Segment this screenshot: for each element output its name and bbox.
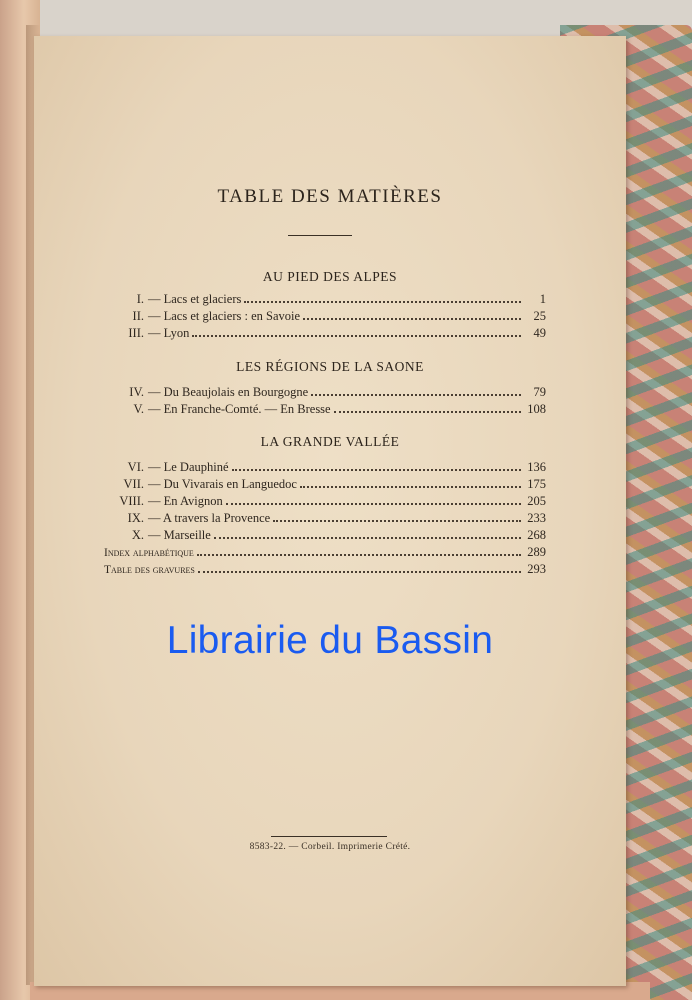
chapter-title: — En Avignon bbox=[148, 494, 223, 508]
chapter-title: — En Franche-Comté. — En Bresse bbox=[148, 402, 331, 416]
page-number: 268 bbox=[527, 528, 546, 542]
page-number: 205 bbox=[527, 494, 546, 508]
page-number: 175 bbox=[527, 477, 546, 491]
dot-leader bbox=[244, 292, 521, 303]
page-number: 25 bbox=[533, 309, 546, 323]
section-heading-3: LA GRANDE VALLÉE bbox=[260, 434, 400, 449]
chapter-number: II. bbox=[132, 309, 144, 323]
chapter-title: — Marseille bbox=[148, 528, 211, 542]
page-number: 1 bbox=[539, 292, 546, 306]
chapter-number: VIII. bbox=[119, 494, 144, 508]
dot-leader bbox=[232, 460, 521, 471]
chapter-title: — Du Beaujolais en Bourgogne bbox=[148, 385, 309, 399]
printer-imprint: 8583-22. — Corbeil. Imprimerie Crété. bbox=[249, 842, 411, 852]
chapter-title: — Lacs et glaciers : en Savoie bbox=[148, 309, 301, 323]
chapter-title: — Le Dauphiné bbox=[148, 460, 229, 474]
toc-entry bbox=[104, 326, 546, 342]
chapter-number: I. bbox=[136, 292, 144, 306]
dot-leader bbox=[311, 385, 521, 396]
title-rule bbox=[288, 235, 352, 236]
toc-entry bbox=[104, 460, 546, 476]
toc-entry bbox=[104, 292, 546, 308]
toc-entry-engravings bbox=[104, 562, 546, 578]
footer-rule bbox=[271, 836, 387, 837]
chapter-number: VI. bbox=[127, 460, 144, 474]
chapter-title: — A travers la Provence bbox=[148, 511, 271, 525]
dot-leader bbox=[300, 477, 521, 488]
dot-leader bbox=[303, 309, 521, 320]
book-page bbox=[34, 36, 626, 986]
page-number: 136 bbox=[527, 460, 546, 474]
toc-entry bbox=[104, 309, 546, 325]
chapter-number: V. bbox=[133, 402, 144, 416]
chapter-title: — Du Vivarais en Languedoc bbox=[148, 477, 297, 491]
chapter-number: IV. bbox=[129, 385, 144, 399]
toc-entry bbox=[104, 511, 546, 527]
engravings-label: Table des gravures bbox=[104, 564, 195, 576]
toc-entry-index bbox=[104, 545, 546, 561]
chapter-number: III. bbox=[128, 326, 144, 340]
chapter-number: X. bbox=[131, 528, 144, 542]
toc-entry bbox=[104, 528, 546, 544]
page-number: 49 bbox=[533, 326, 546, 340]
page-number: 233 bbox=[527, 511, 546, 525]
chapter-title: — Lyon bbox=[148, 326, 190, 340]
page-number: 79 bbox=[533, 385, 546, 399]
dot-leader bbox=[214, 528, 521, 539]
toc-entry bbox=[104, 402, 546, 418]
chapter-number: VII. bbox=[123, 477, 144, 491]
dot-leader bbox=[226, 494, 521, 505]
dot-leader bbox=[334, 402, 521, 413]
dot-leader bbox=[192, 326, 521, 337]
index-label: Index alphabétique bbox=[104, 547, 194, 559]
toc-entry bbox=[104, 494, 546, 510]
toc-entry bbox=[104, 477, 546, 493]
section-heading-1: AU PIED DES ALPES bbox=[262, 269, 398, 284]
section-heading-2: LES RÉGIONS DE LA SAONE bbox=[236, 359, 424, 374]
dot-leader bbox=[198, 562, 521, 573]
dot-leader bbox=[273, 511, 521, 522]
page-number: 293 bbox=[527, 562, 546, 576]
toc-entry bbox=[104, 385, 546, 401]
page-number: 108 bbox=[527, 402, 546, 416]
chapter-title: — Lacs et glaciers bbox=[148, 292, 242, 306]
bookseller-watermark: Librairie du Bassin bbox=[166, 619, 494, 662]
page-title: TABLE DES MATIÈRES bbox=[217, 186, 443, 207]
dot-leader bbox=[197, 545, 521, 556]
page-number: 289 bbox=[527, 545, 546, 559]
chapter-number: IX. bbox=[127, 511, 144, 525]
